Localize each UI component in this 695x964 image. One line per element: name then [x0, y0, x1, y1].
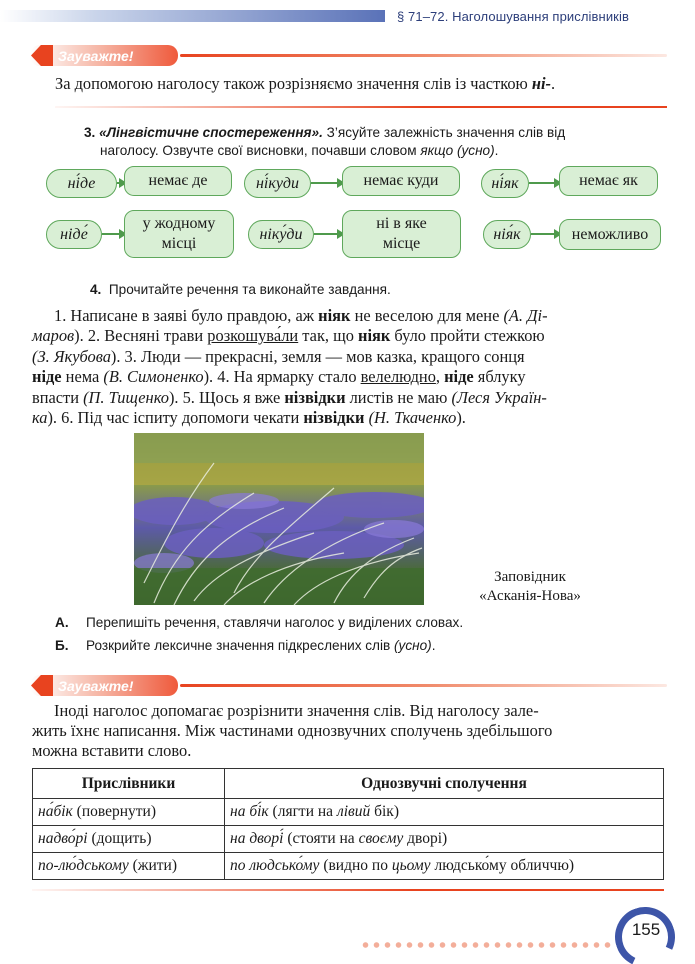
arrow-icon [102, 233, 125, 235]
sentence-line: впасти (П. Тищенко). 5. Щось я вже нізвідки листів не маю (Леся Україн- [32, 387, 547, 407]
page-header-title: § 71–72. Наголошування прислівників [397, 9, 629, 24]
note2-line: жить їхнє написання. Між частинами однозвучних сполучень здебільшого [32, 721, 553, 740]
table-header-row [33, 769, 664, 799]
meaning-box: у жодному місці [124, 210, 234, 258]
task3-text: 3. «Лінгвістичне спостереження». З’ясуйте залежність значення слів від наголосу. Озвучте свої висновки, почавши словом якщо (усно). [84, 125, 566, 158]
meaning-box: немає як [559, 166, 658, 196]
arrow-icon [314, 233, 343, 235]
table-cell: на дворі́ (стояти на своєму дворі) [225, 826, 664, 853]
photo-caption [455, 568, 605, 606]
note-badge-label: Зауважте! [58, 47, 134, 64]
sentences-block [32, 306, 666, 428]
note-rule [180, 684, 667, 687]
note2-line: можна вставити слово. [32, 741, 192, 760]
subtask-a: А. Перепишіть речення, ставлячи наголос у виділених словах. [55, 615, 464, 630]
stress-word-pill: нія́к [483, 220, 531, 249]
stress-word-pill: ні́де [46, 169, 117, 198]
note2-text [32, 701, 666, 761]
page-number: 155 [631, 920, 661, 939]
stress-word-pill: ні́як [481, 169, 529, 198]
caption-line: Заповідник [494, 569, 566, 585]
note1-text: За допомогою наголосу також розрізняємо значення слів із часткою ні-. [55, 74, 556, 93]
subtask-b: Б. Розкрийте лексичне значення підкреслених слів (усно). [55, 638, 436, 653]
stress-word-pill: ні́куди [244, 169, 311, 198]
table-cell: по людсько́му (видно по цьому людсько́му обличчю) [225, 853, 664, 880]
task4-text: 4. Прочитайте речення та виконайте завдання. [90, 282, 391, 297]
caption-line: «Асканія-Нова» [479, 588, 581, 604]
meaning-box: немає де [124, 166, 232, 196]
sentence-line: (З. Якубова). 3. Люди — прекрасні, земля — мов казка, кращого сонця [32, 346, 525, 366]
table-cell: по-лю́дському (жити) [33, 853, 225, 880]
column-header: Однозвучні сполучення [225, 769, 664, 799]
meaning-box: немає куди [342, 166, 460, 196]
stress-word-pill: ніде́ [46, 220, 102, 249]
table-row [33, 799, 664, 826]
arrow-icon [531, 233, 560, 235]
table-cell: на́бік (повернути) [33, 799, 225, 826]
meaning-box: ні в яке місце [342, 210, 461, 258]
stress-word-pill: ніку́ди [248, 220, 314, 249]
note-badge-label: Зауважте! [58, 677, 134, 694]
footer-dots [360, 941, 615, 949]
sentence-line: ніде нема (В. Симоненко). 4. На ярмарку стало велелюдно, ніде яблуку [32, 367, 526, 387]
table-row [33, 853, 664, 880]
adverbs-table [32, 768, 664, 880]
table-cell: на бі́к (лягти на лівий бік) [225, 799, 664, 826]
meaning-box: неможливо [559, 219, 661, 250]
steppe-photo-illustration [134, 433, 424, 605]
sentence-line: маров). 2. Весняні трави розкошува́ли так, що ніяк було пройти стежкою [32, 326, 545, 346]
arrow-icon [311, 182, 343, 184]
note-rule [180, 54, 667, 57]
table-underline [32, 889, 664, 891]
table-row [33, 826, 664, 853]
note1-underline [55, 106, 667, 108]
header-gradient-bar [0, 10, 385, 22]
sentence-line: ка). 6. Під час іспиту допомоги чекати нізвідки (Н. Ткаченко). [32, 408, 466, 428]
arrow-icon [529, 182, 560, 184]
steppe-photo [134, 433, 424, 605]
note2-line: Іноді наголос допомагає розрізнити значення слів. Від наголосу зале- [54, 701, 539, 720]
table-cell: надво́рі (дощить) [33, 826, 225, 853]
column-header: Прислівники [33, 769, 225, 799]
sentence-line: 1. Написане в заяві було правдою, аж ніяк не веселою для мене (А. Ді- [54, 306, 548, 325]
